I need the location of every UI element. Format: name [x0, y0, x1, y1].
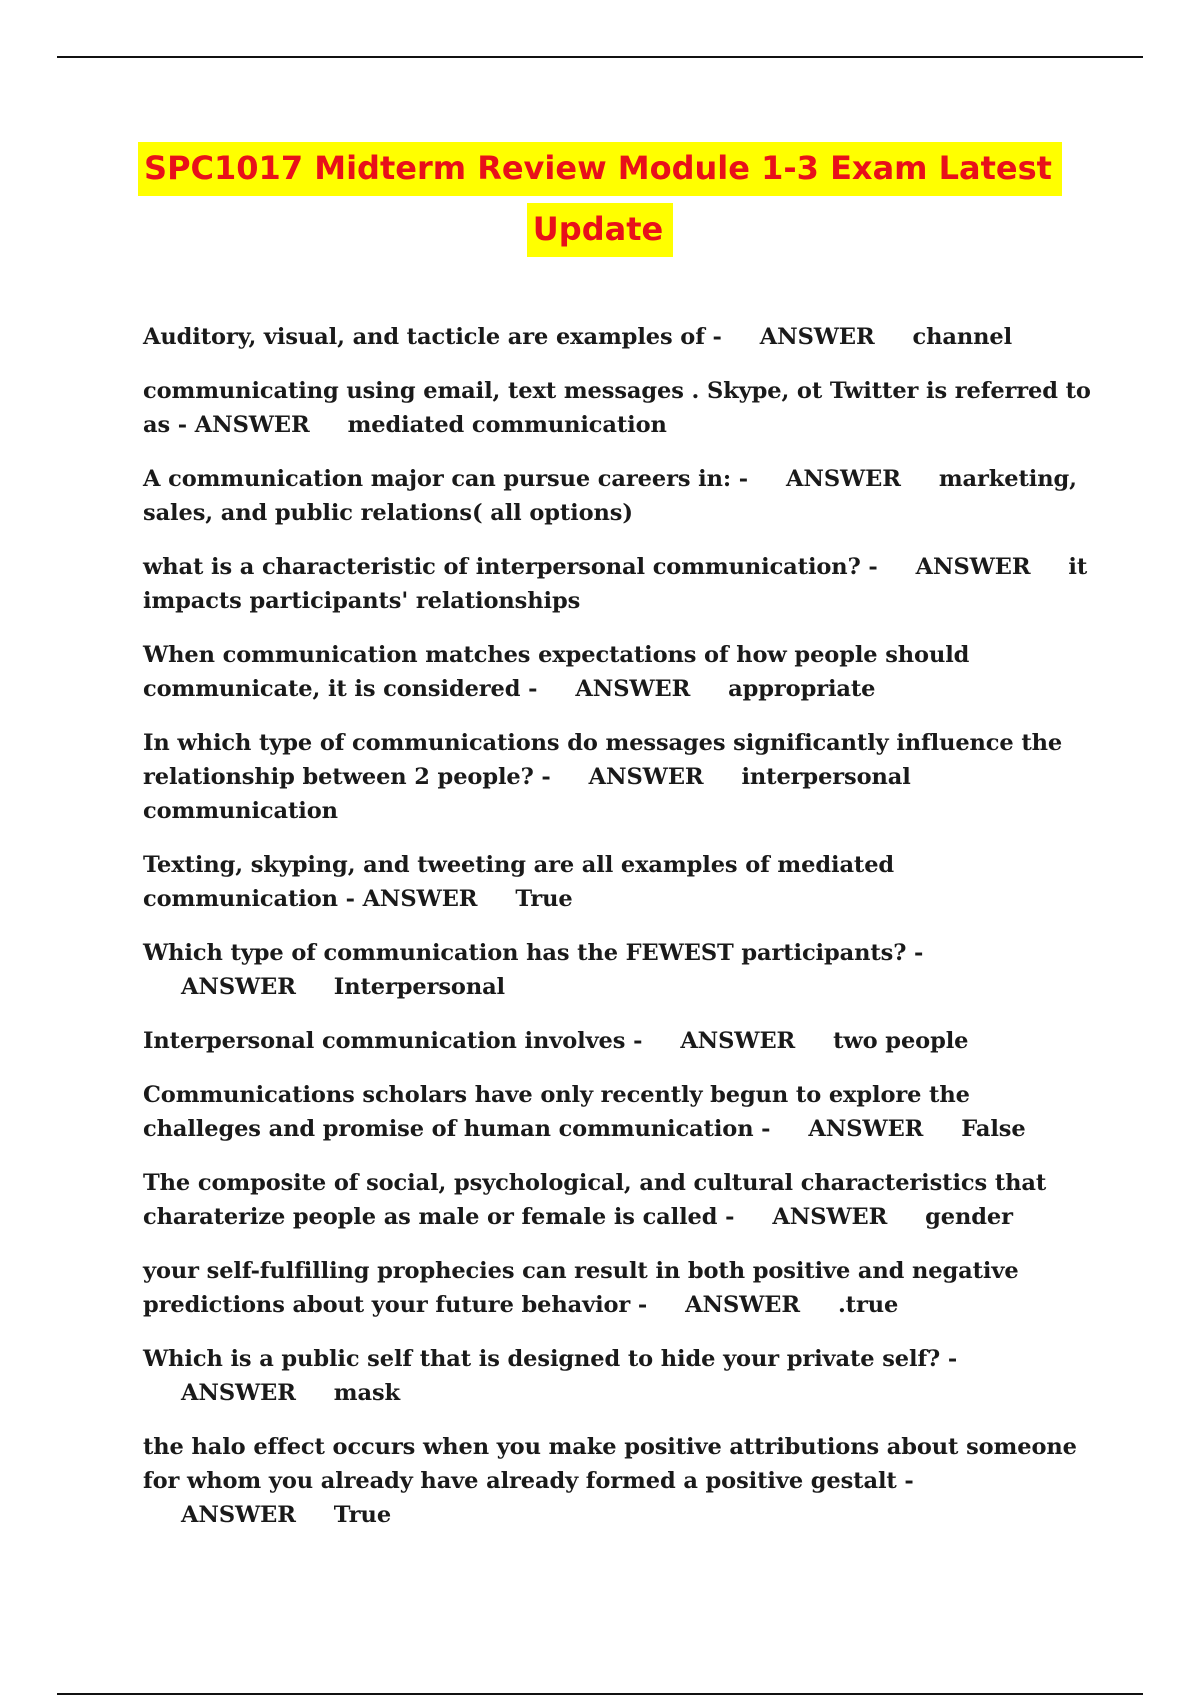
question-text: the halo effect occurs when you make positive attributions about someone for whom you already have already formed a positive gestalt -: [143, 1434, 1077, 1494]
answer-label: ANSWER: [915, 554, 1031, 580]
top-rule: [57, 56, 1143, 58]
question-text: Auditory, visual, and tacticle are examples of -: [143, 324, 722, 350]
question-text: In which type of communications do messages significantly influence the relationship between 2 people? -: [143, 730, 1063, 790]
answer-text: two people: [833, 1028, 969, 1054]
answer-text: False: [961, 1116, 1026, 1142]
question-text: A communication major can pursue careers in: -: [143, 466, 749, 492]
answer-text: mask: [333, 1380, 401, 1406]
qa-item: [143, 1166, 1093, 1234]
bottom-rule: [57, 1693, 1143, 1695]
question-text: Texting, skyping, and tweeting are all examples of mediated communication -: [143, 852, 895, 912]
answer-label: ANSWER: [181, 974, 296, 1000]
answer-label: ANSWER: [181, 1380, 296, 1406]
question-text: When communication matches expectations of how people should communicate, it is considered -: [143, 642, 970, 702]
answer-label: ANSWER: [575, 676, 691, 702]
qa-item: [143, 638, 1093, 706]
answer-label: ANSWER: [181, 1502, 296, 1528]
answer-text: Interpersonal: [333, 974, 506, 1000]
question-text: Interpersonal communication involves -: [143, 1028, 643, 1054]
answer-label: ANSWER: [786, 466, 901, 492]
question-text: The composite of social, psychological, and cultural characteristics that charaterize people as male or female is called -: [143, 1170, 1047, 1230]
answer-text: it impacts participants' relationships: [143, 554, 1088, 614]
question-text: communicating using email, text messages . Skype, ot Twitter is referred to as -: [143, 378, 1091, 438]
question-text: Which is a public self that is designed to hide your private self? -: [143, 1346, 958, 1372]
answer-text: True: [515, 886, 573, 912]
qa-item: [143, 1024, 1093, 1058]
title-line-2: Update: [527, 203, 673, 257]
qa-item: [143, 320, 1093, 354]
answer-label: ANSWER: [588, 764, 704, 790]
qa-item: [143, 1342, 1093, 1410]
answer-text: marketing, sales, and public relations( all options): [143, 466, 1077, 526]
answer-text: True: [333, 1502, 392, 1528]
question-text: what is a characteristic of interpersonal communication? -: [143, 554, 878, 580]
answer-text: channel: [912, 324, 1013, 350]
answer-label: ANSWER: [680, 1028, 796, 1054]
question-text: Which type of communication has the FEWEST participants? -: [143, 940, 924, 966]
answer-text: appropriate: [728, 676, 876, 702]
answer-text: mediated communication: [347, 412, 667, 438]
title-line-1: SPC1017 Midterm Review Module 1-3 Exam Latest: [138, 142, 1062, 196]
answer-label: ANSWER: [685, 1292, 800, 1318]
qa-item: [143, 1078, 1093, 1146]
answer-label: ANSWER: [194, 412, 310, 438]
question-text: your self-fulfilling prophecies can result in both positive and negative predictions about your future behavior -: [143, 1258, 1019, 1318]
qa-item: [143, 550, 1093, 618]
qa-list: [143, 320, 1093, 1552]
answer-label: ANSWER: [772, 1204, 888, 1230]
qa-item: [143, 726, 1093, 828]
question-text: Communications scholars have only recently begun to explore the challeges and promise of human communication -: [143, 1082, 970, 1142]
answer-text: gender: [925, 1204, 1013, 1230]
answer-label: ANSWER: [759, 324, 875, 350]
qa-item: [143, 1430, 1093, 1532]
qa-item: [143, 936, 1093, 1004]
qa-item: [143, 462, 1093, 530]
qa-item: [143, 1254, 1093, 1322]
qa-item: [143, 374, 1093, 442]
answer-label: ANSWER: [808, 1116, 924, 1142]
answer-label: ANSWER: [362, 886, 478, 912]
qa-item: [143, 848, 1093, 916]
answer-text: .true: [837, 1292, 899, 1318]
answer-text: interpersonal communication: [143, 764, 911, 824]
document-title: [100, 142, 1100, 264]
